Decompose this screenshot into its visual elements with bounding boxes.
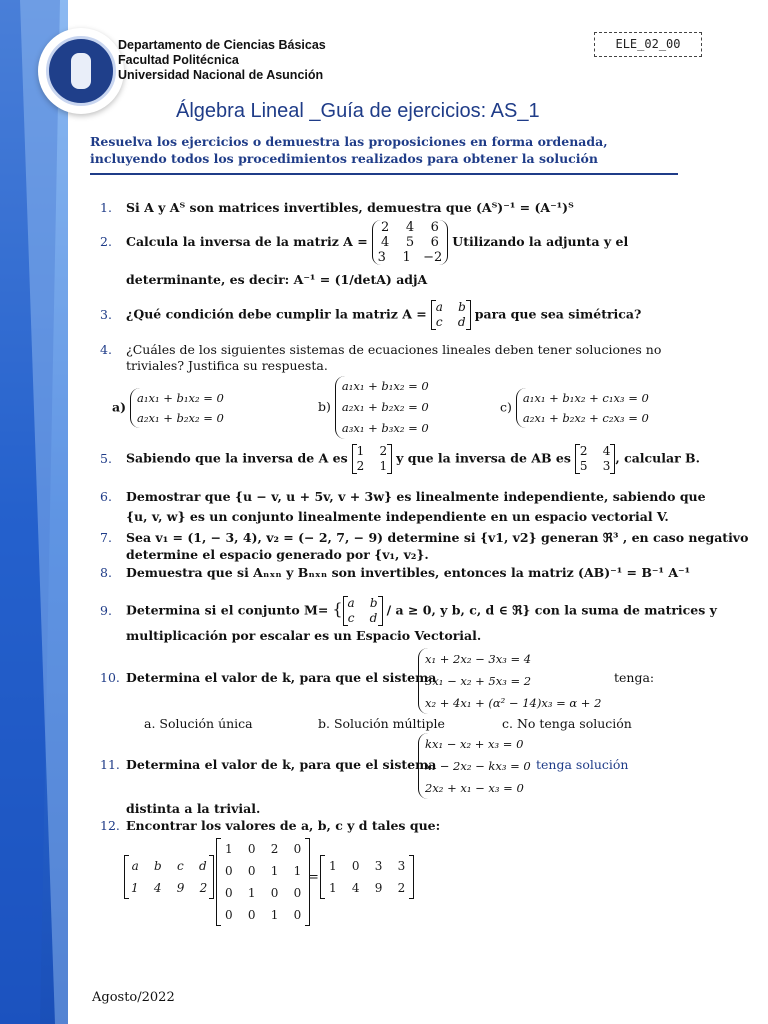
dept-name: Departamento de Ciencias Básicas: [118, 38, 326, 52]
university-logo: [38, 28, 124, 114]
exercise-2-cont: determinante, es decir: A⁻¹ = (1/detA) adjA: [126, 272, 428, 287]
matrix-abcd: a b c d: [431, 300, 471, 330]
system-4a: a) a₁x₁ + b₁x₂ = 0 a₂x₁ + b₂x₂ = 0: [112, 388, 224, 428]
system-10: x₁ + 2x₂ − 3x₃ = 4 3x₁ − x₂ + 5x₃ = 2 x₂ + 4x₁ + (α² − 14)x₃ = α + 2: [418, 648, 601, 714]
exercise-8: 8. Demuestra que si Aₙₓₙ y Bₙₓₙ son invertibles, entonces la matriz (AB)⁻¹ = B⁻¹ A⁻¹: [100, 565, 691, 580]
exercise-4: 4. ¿Cuáles de los siguientes sistemas de ecuaciones lineales deben tener soluciones no: [100, 342, 662, 357]
exercise-9: 9. Determina si el conjunto M= { a b c d / a ≥ 0, y b, c, d ∈ ℜ} con la suma de matrices y: [100, 596, 717, 625]
exercise-5: 5. Sabiendo que la inversa de A es 1 2 2 1 y que la inversa de AB es 2 4 5 3, calcular B.: [100, 444, 700, 473]
option-b: b. Solución múltiple: [318, 716, 445, 731]
equals-sign: =: [308, 870, 319, 885]
system-11: kx₁ − x₂ + x₃ = 0 x₁ − 2x₂ − kx₃ = 0 2x₂ + x₁ − x₃ = 0: [418, 733, 531, 799]
side-band: [0, 0, 68, 1024]
matrix-equation: [124, 838, 544, 924]
matrix-a: 2 4 6 4 5 6 3 1 −2: [372, 220, 449, 265]
option-c: c. No tenga solución: [502, 716, 632, 731]
exercise-6-cont: {u, v, w} es un conjunto linealmente independiente en un espacio vectorial V.: [126, 509, 669, 524]
exercise-11-cont: distinta a la trivial.: [126, 801, 261, 816]
matrix-a-inverse: 1 2 2 1: [352, 444, 393, 474]
exercise-9-cont: multiplicación por escalar es un Espacio Vectorial.: [126, 628, 482, 643]
exercise-1: 1. Si A y Aᵀ son matrices invertibles, demuestra que (Aᵀ)⁻¹ = (A⁻¹)ᵀ: [100, 200, 574, 215]
exercise-7-cont: determine el espacio generado por {v₁, v₂}.: [126, 547, 429, 562]
faculty-name: Facultad Politécnica: [118, 53, 239, 67]
system-4b: b) a₁x₁ + b₁x₂ = 0 a₂x₁ + b₂x₂ = 0 a₃x₁ + b₃x₂ = 0: [318, 376, 429, 439]
instructions: Resuelva los ejercicios o demuestra las proposiciones en forma ordenada, incluyendo todos los procedimientos realizados para obtener la solución: [90, 134, 608, 166]
divider: [90, 173, 678, 175]
matrix-m: a b c d: [343, 596, 383, 626]
exercise-4-cont: triviales? Justifica su respuesta.: [126, 358, 328, 373]
exercise-3: 3. ¿Qué condición debe cumplir la matriz A = a b c d para que sea simétrica?: [100, 300, 642, 329]
exercise-7: 7. Sea v₁ = (1, − 3, 4), v₂ = (− 2, 7, − 9) determine si {v1, v2} generan ℜ³ , en caso negativo: [100, 530, 749, 545]
exercise-10: 10. Determina el valor de k, para que el sistema: [100, 670, 437, 685]
exercise-11: 11. Determina el valor de k, para que el sistema: [100, 757, 437, 772]
exercise-2: 2. Calcula la inversa de la matriz A = 2 4 6 4 5 6 3 1 −2 Utilizando la adjunta y el: [100, 220, 629, 265]
side-band-graphic: [0, 0, 68, 1024]
university-name: Universidad Nacional de Asunción: [118, 68, 324, 82]
matrix-left: a b c d 1 4 9 2: [124, 855, 214, 899]
document-code: ELE_02_00: [594, 32, 702, 57]
matrix-right: 1 0 3 3 1 4 9 2: [320, 855, 414, 899]
matrix-middle: 1 0 2 0 0 0 1 1 0 1 0 0 0 0 1 0: [216, 838, 310, 926]
exercise-6: 6. Demostrar que {u − v, u + 5v, v + 3w} es linealmente independiente, sabiendo que: [100, 489, 706, 504]
matrix-ab-inverse: 2 4 5 3: [575, 444, 616, 474]
option-a: a. Solución única: [144, 716, 253, 731]
institution-header: [118, 38, 326, 83]
exercise-12: 12. Encontrar los valores de a, b, c y d tales que:: [100, 818, 441, 833]
seal-icon: [46, 36, 116, 106]
exercise-11-after: tenga solución: [536, 757, 629, 772]
system-4c: c) a₁x₁ + b₁x₂ + c₁x₃ = 0 a₂x₁ + b₂x₂ + c₂x₃ = 0: [500, 388, 649, 428]
exercise-10-tenga: tenga:: [614, 670, 655, 685]
page-title: Álgebra Lineal _Guía de ejercicios: AS_1: [176, 100, 540, 122]
date-footer: Agosto/2022: [92, 990, 175, 1005]
